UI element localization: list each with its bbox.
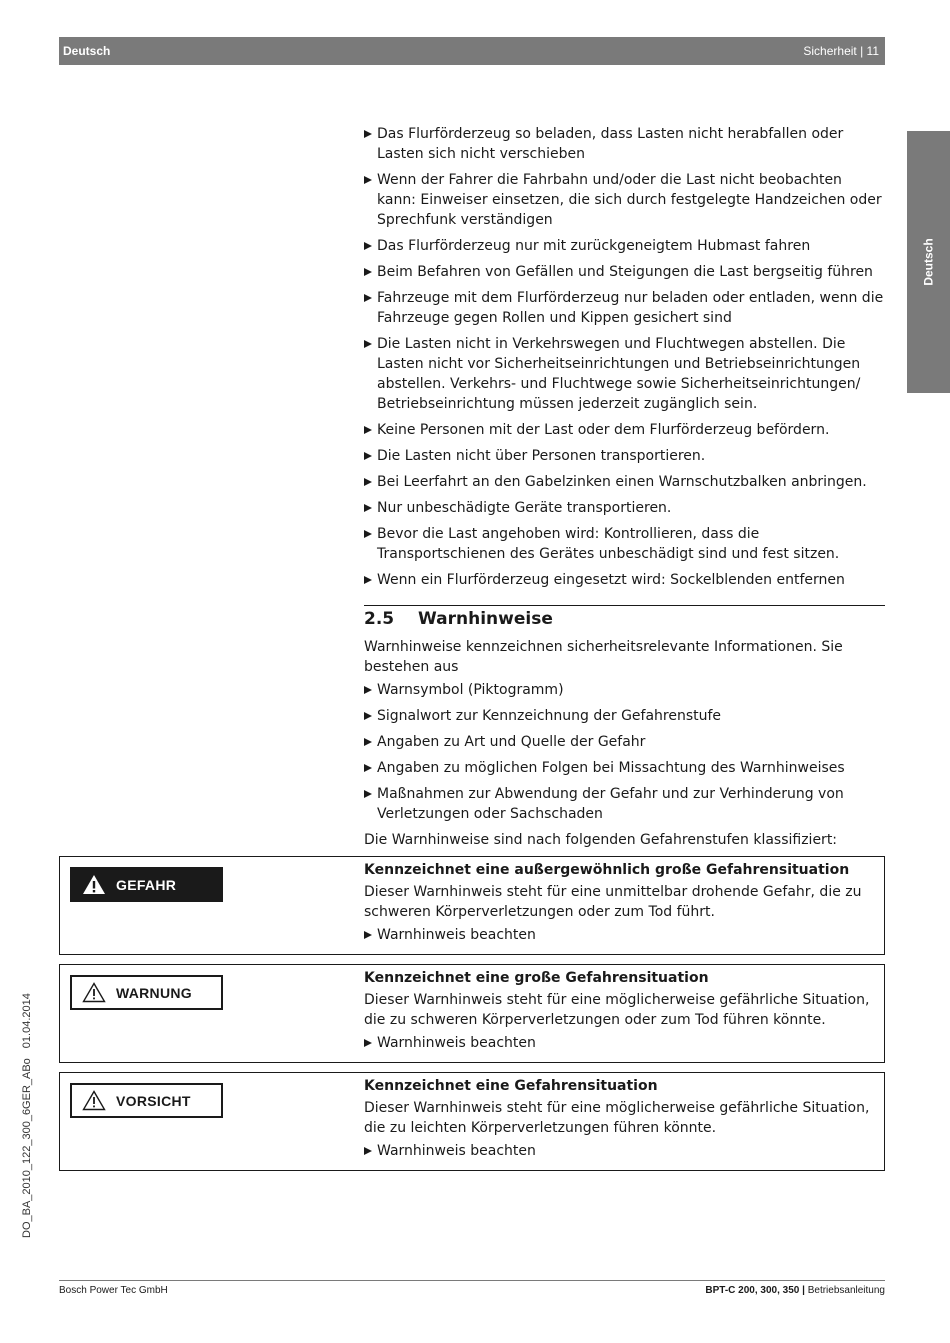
list-item: Maßnahmen zur Abwendung der Gefahr und zur Verhinderung von Verletzungen oder Sachschaden — [364, 784, 885, 824]
list-item: Nur unbeschädigte Geräte transportieren. — [364, 498, 885, 518]
page-header — [59, 37, 885, 65]
footer-company: Bosch Power Tec GmbH — [59, 1285, 168, 1296]
warning-content — [364, 860, 874, 945]
list-item: Angaben zu Art und Quelle der Gefahr — [364, 732, 885, 752]
list-item: Warnsymbol (Piktogramm) — [364, 680, 885, 700]
list-item: Angaben zu möglichen Folgen bei Missachtung des Warnhinweises — [364, 758, 885, 778]
section-body — [364, 637, 885, 853]
section-number: 2.5 — [364, 609, 395, 629]
footer-product-info — [705, 1285, 885, 1296]
warning-content — [364, 1076, 874, 1161]
warning-action: Warnhinweis beachten — [364, 1033, 874, 1053]
list-item: Signalwort zur Kennzeichnung der Gefahrenstufe — [364, 706, 885, 726]
warning-title: Kennzeichnet eine Gefahrensituation — [364, 1078, 658, 1094]
list-item: Keine Personen mit der Last oder dem Flurförderzeug befördern. — [364, 420, 885, 440]
list-item: Bevor die Last angehoben wird: Kontrollieren, dass die Transportschienen des Gerätes unbeschädigt sind und fest sitzen. — [364, 524, 885, 564]
list-item: Das Flurförderzeug so beladen, dass Lasten nicht herabfallen oder Lasten sich nicht verschieben — [364, 124, 885, 164]
footer-product: BPT-C 200, 300, 350 | — [705, 1285, 805, 1296]
warning-triangle-icon — [82, 874, 106, 895]
signal-word: VORSICHT — [116, 1092, 191, 1109]
warning-description: Dieser Warnhinweis steht für eine möglicherweise gefährliche Situation, die zu schweren Körperverletzungen oder zum Tod führen könnte. — [364, 992, 870, 1028]
warning-title: Kennzeichnet eine große Gefahrensituation — [364, 970, 709, 986]
section-heading — [364, 608, 553, 630]
signal-word: GEFAHR — [116, 876, 177, 893]
list-item: Die Lasten nicht über Personen transportieren. — [364, 446, 885, 466]
section-intro: Warnhinweise kennzeichnen sicherheitsrelevante Informationen. Sie bestehen aus — [364, 639, 843, 675]
section-divider — [364, 605, 885, 606]
section-outro: Die Warnhinweise sind nach folgenden Gefahrenstufen klassifiziert: — [364, 832, 838, 848]
document-code — [21, 993, 33, 1238]
warning-description: Dieser Warnhinweis steht für eine möglicherweise gefährliche Situation, die zu leichten Körperverletzungen führen könnte. — [364, 1100, 870, 1136]
warning-box-danger — [59, 856, 885, 955]
language-side-tab — [907, 131, 950, 393]
list-item: Wenn der Fahrer die Fahrbahn und/oder die Last nicht beobachten kann: Einweiser einsetzen, die sich durch festgelegte Handzeichen oder Sprechfunk verständigen — [364, 170, 885, 230]
signal-label-danger — [70, 867, 223, 902]
list-item: Fahrzeuge mit dem Flurförderzeug nur beladen oder entladen, wenn die Fahrzeuge gegen Rollen und Kippen gesichert sind — [364, 288, 885, 328]
footer-doc-type: Betriebsanleitung — [807, 1285, 885, 1296]
header-language: Deutsch — [63, 44, 111, 58]
warning-box-warning — [59, 964, 885, 1063]
safety-bullet-list — [364, 124, 885, 596]
warning-triangle-icon — [82, 1090, 106, 1111]
warning-content — [364, 968, 874, 1053]
list-item: Beim Befahren von Gefällen und Steigungen die Last bergseitig führen — [364, 262, 885, 282]
side-tab-label: Deutsch — [921, 238, 936, 286]
warning-title: Kennzeichnet eine außergewöhnlich große Gefahrensituation — [364, 862, 850, 878]
list-item: Bei Leerfahrt an den Gabelzinken einen Warnschutzbalken anbringen. — [364, 472, 885, 492]
list-item: Die Lasten nicht in Verkehrswegen und Fluchtwegen abstellen. Die Lasten nicht vor Sicherheitseinrichtungen und Betriebseinrichtungen abstellen. Verkehrs- und Fluchtwege sowie Sicherheitseinrichtungen/ Betriebseinrichtung müssen jederzeit zugänglich sein. — [364, 334, 885, 414]
header-section: Sicherheit | 11 — [803, 44, 879, 58]
footer-divider — [59, 1280, 885, 1281]
list-item: Das Flurförderzeug nur mit zurückgeneigtem Hubmast fahren — [364, 236, 885, 256]
signal-word: WARNUNG — [116, 984, 192, 1001]
warning-triangle-icon — [82, 982, 106, 1003]
document-date: 01.04.2014 — [21, 993, 33, 1049]
warning-description: Dieser Warnhinweis steht für eine unmittelbar drohende Gefahr, die zu schweren Körperverletzungen oder zum Tod führt. — [364, 884, 862, 920]
list-item: Wenn ein Flurförderzeug eingesetzt wird: Sockelblenden entfernen — [364, 570, 885, 590]
warning-box-caution — [59, 1072, 885, 1171]
signal-label-warning — [70, 975, 223, 1010]
document-id: DO_BA_2010_122_300_6GER_ABo — [21, 1058, 33, 1238]
section-title: Warnhinweise — [418, 609, 553, 629]
warning-action: Warnhinweis beachten — [364, 1141, 874, 1161]
warning-action: Warnhinweis beachten — [364, 925, 874, 945]
signal-label-caution — [70, 1083, 223, 1118]
